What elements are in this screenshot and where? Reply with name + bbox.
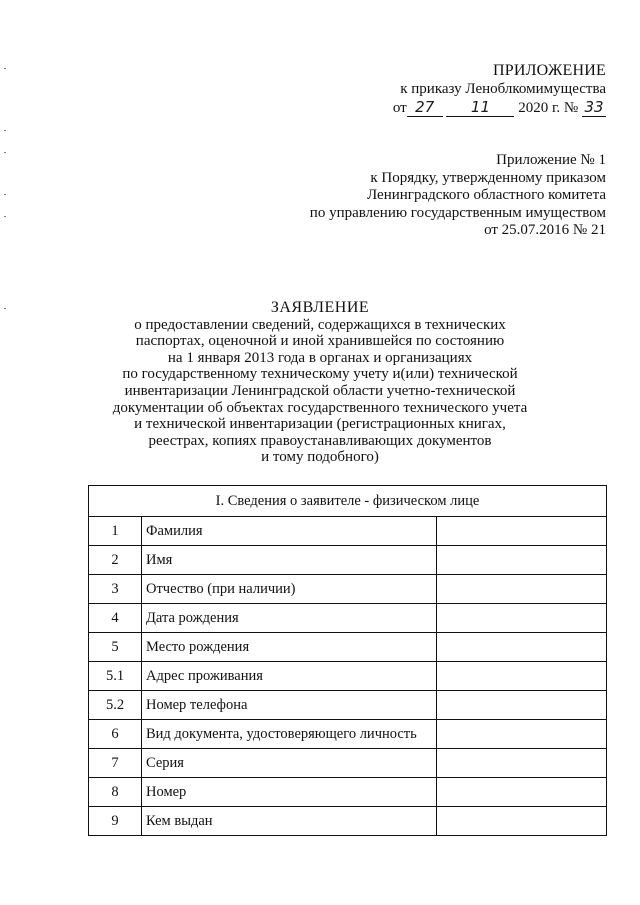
row-number: 6 (89, 720, 142, 749)
name-field[interactable] (437, 546, 607, 575)
appendix-line: от 25.07.2016 № 21 (484, 222, 606, 238)
row-number: 7 (89, 749, 142, 778)
birth-date-field[interactable] (437, 604, 607, 633)
statement-line: паспортах, оценочной и иной хранившейся по состоянию (135, 333, 505, 350)
table-row (89, 691, 607, 720)
appendix-line: к Порядку, утвержденному приказом (370, 169, 606, 186)
order-year-label: 2020 г. № (518, 100, 579, 116)
statement-heading: ЗАЯВЛЕНИЕ (270, 299, 370, 316)
phone-field[interactable] (437, 691, 607, 720)
table-row (89, 662, 607, 691)
order-from-label: от (392, 100, 407, 116)
row-number: 3 (89, 575, 142, 604)
statement-line: на 1 января 2013 года в органах и организациях (167, 349, 473, 366)
statement-line: документации об объектах государственного технического учета (112, 399, 528, 416)
row-number: 5.2 (89, 691, 142, 720)
table-row (89, 807, 607, 836)
surname-field[interactable] (437, 517, 607, 546)
table-row (89, 517, 607, 546)
row-label-id-document-type: Вид документа, удостоверяющего личность (142, 720, 437, 749)
appendix-line: Приложение № 1 (496, 152, 606, 168)
statement-line: по государственному техническому учету и(или) технической (122, 366, 518, 383)
statement-line: инвентаризации Ленинградской области учетно-технической (124, 382, 516, 399)
row-number: 2 (89, 546, 142, 575)
statement-line: и тому подобного) (261, 449, 379, 466)
patronymic-field[interactable] (437, 575, 607, 604)
series-field[interactable] (437, 749, 607, 778)
row-number: 5 (89, 633, 142, 662)
row-label-issued-by: Кем выдан (142, 807, 437, 836)
order-header (393, 62, 606, 117)
row-label-phone: Номер телефона (142, 691, 437, 720)
scan-margin-marks (4, 60, 16, 320)
id-document-type-field[interactable] (437, 720, 607, 749)
table-row (89, 720, 607, 749)
order-number-handwritten: 33 (582, 98, 606, 117)
order-reference: к приказу Леноблкомимущества (400, 81, 606, 97)
applicant-info-table (88, 485, 607, 836)
issued-by-field[interactable] (437, 807, 607, 836)
document-number-field[interactable] (437, 778, 607, 807)
row-label-name: Имя (142, 546, 437, 575)
table-row (89, 575, 607, 604)
appendix-block (310, 152, 606, 240)
row-label-birth-date: Дата рождения (142, 604, 437, 633)
birth-place-field[interactable] (437, 633, 607, 662)
row-number: 9 (89, 807, 142, 836)
order-date-number (393, 98, 606, 117)
address-field[interactable] (437, 662, 607, 691)
row-number: 4 (89, 604, 142, 633)
table-row (89, 604, 607, 633)
table-row (89, 546, 607, 575)
header-title: ПРИЛОЖЕНИЕ (492, 62, 606, 79)
statement-line: о предоставлении сведений, содержащихся в технических (134, 316, 506, 333)
row-number: 5.1 (89, 662, 142, 691)
appendix-line: по управлению государственным имуществом (309, 204, 606, 221)
order-day-handwritten: 27 (407, 98, 443, 117)
row-label-surname: Фамилия (142, 517, 437, 546)
row-label-patronymic: Отчество (при наличии) (142, 575, 437, 604)
table-row (89, 633, 607, 662)
row-number: 8 (89, 778, 142, 807)
statement-line: и технической инвентаризации (регистрационных книгах, (134, 416, 506, 433)
statement-title-block (90, 300, 550, 466)
row-label-birth-place: Место рождения (142, 633, 437, 662)
row-number: 1 (89, 517, 142, 546)
row-label-number: Номер (142, 778, 437, 807)
section-title: I. Сведения о заявителе - физическом лице (89, 486, 607, 517)
row-label-series: Серия (142, 749, 437, 778)
table-row (89, 778, 607, 807)
appendix-line: Ленинградского областного комитета (366, 187, 606, 203)
table-section-header (89, 486, 607, 517)
statement-line: реестрах, копиях правоустанавливающих документов (148, 432, 492, 449)
order-month-handwritten: 11 (446, 98, 514, 117)
table-row (89, 749, 607, 778)
row-label-address: Адрес проживания (142, 662, 437, 691)
